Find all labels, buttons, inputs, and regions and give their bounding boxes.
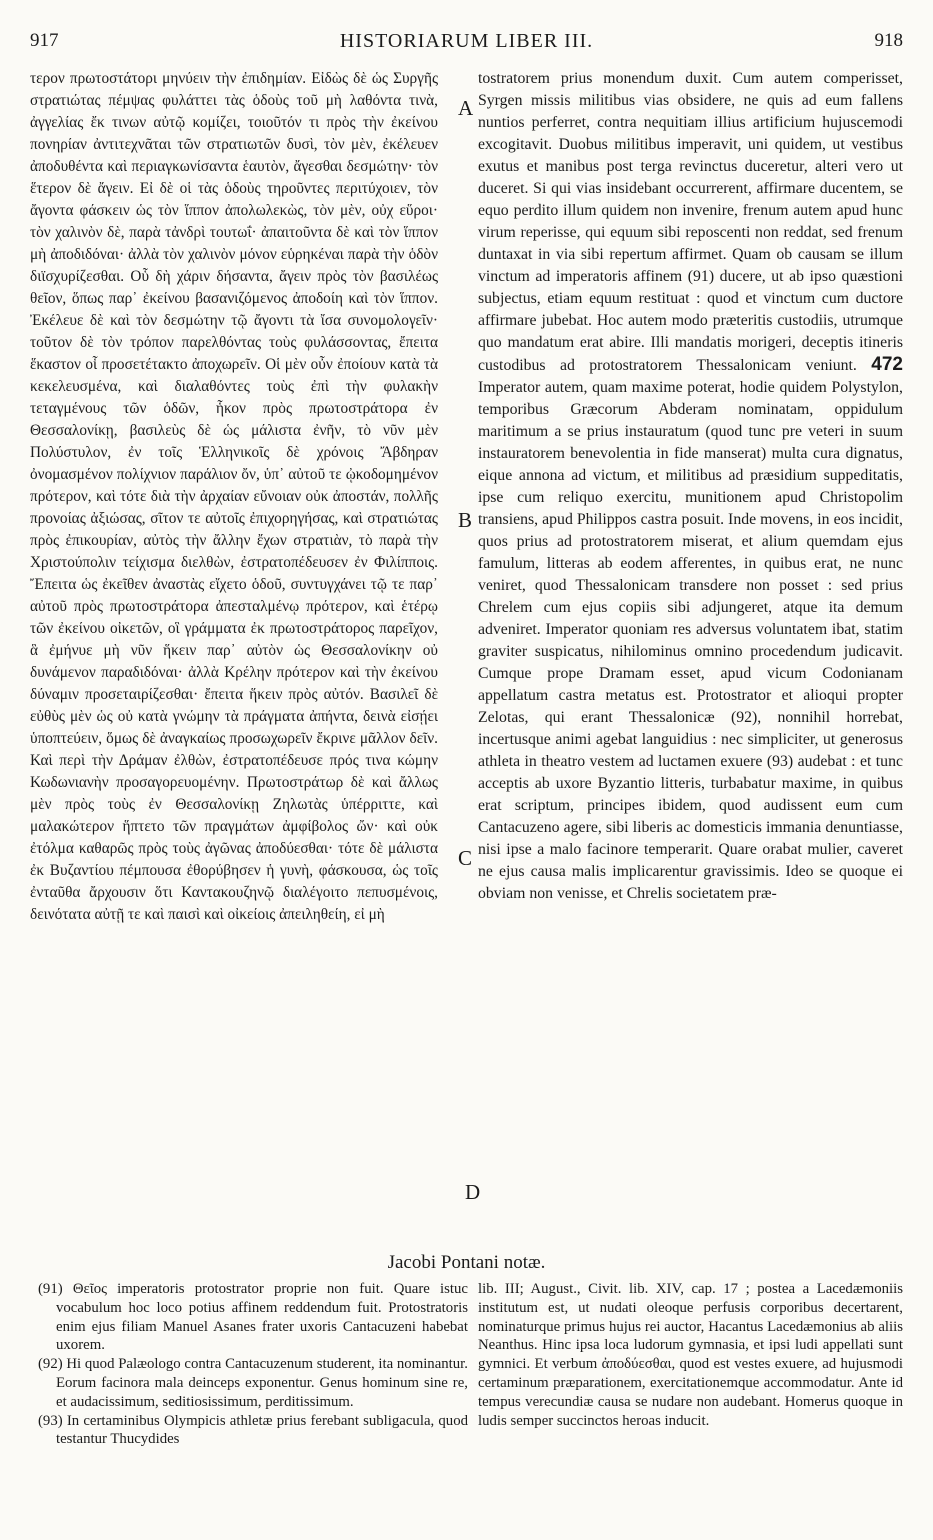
running-title: HISTORIARUM LIBER III. — [339, 30, 594, 52]
greek-text: τερον πρωτοστάτορι μηνύειν τὴν ἐπιδημίαν. Εἰδὼς δὲ ὡς Συργῆς στρατιώτας πέμψας φυλάττει τὰς ὁδοὺς τοῦ μὴ λαθόντα τινὰ, ἀγγελίας ἔκ τινων αὐτῷ κομίζει, τοιοῦτόν τι πρὸς τὴν ἐκείνου πονηρίαν ἀντιτεχνᾶται τῶν στρατιωτῶν δυσὶ, τὸν μὲν, ἐκέλευεν ἀποδυθέντα καὶ περιαγκωνίσαντα ἑαυτὸν, ἄγεσθαι δεσμώτην· τὸν ἕτερον δὲ ἄγειν. Εἰ δὲ οἱ τὰς ὁδοὺς τηροῦντες περιτύχοιεν, τὸν ἄγοντα φάσκειν ὡς τὸν ἵππον ἀπολωλεκὼς, τὸν μὲν, οὐχ εὕροι· τὸν χαλινὸν δὲ, παρὰ τἀνδρὶ τουτωΐ· ἀπαιτοῦντα δὲ καὶ τὸν ἵππον μὴ ἀποδιδόναι· ἀλλὰ τὸν χαλινὸν μόνον εὑρηκέναι παρὰ τὴν ὁδὸν διϊσχυρίζεσθαι. Οὗ δὴ χάριν δήσαντα, ἄγειν πρὸς τὸν βασιλέως θεῖον, ὅπως παρ᾽ ἐκείνου βασανιζόμενος ἀποδοίη καὶ τὸν ἵππον. Ἐκέλευε δὲ καὶ τὸν δεσμώτην τῷ ἄγοντι τὰ ἴσα συνομολογεῖν· τοῦτον δὲ τὸν τρόπον παρελθόντας τοὺς φυλάσσοντας, ἔπειτα ἕκαστον οἷ προσετέτακτο ἀποχωρεῖν. Οἱ μὲν οὖν ἐποίουν κατὰ τὰ κεκελευσμένα, καὶ διαλαθόντες τοὺς ἐπὶ τὴν φυλακὴν τεταγμένους τῶν ὁδῶν, ἧκον πρὸς πρωτοστράτορα ἐν Θεσσαλονίκῃ, βασιλεὺς δὲ ὡς μάλιστα ἐνῆν, τὸ νῦν μὲν Πολύστυλον, ἐν τοῖς Ἑλληνικοῖς δὲ χρόνοις Ἄβδηραν ὀνομασμένον πολίχνιον παράλιον ὄν, ὑπ᾽ αὐτοῦ τε ᾠκοδομημένον πρότερον, καὶ τότε διὰ τὴν ἀρχαίαν εὔνοιαν οὐκ ἀποστάν, πολλῆς προνοίας ἀξιώσας, σῖτον τε αὐτοῖς ἐπιχορηγήσας, καὶ στρατιώτας πρὸς ἐπικουρίαν, αὐτὸς τὴν ἄλλην ἔχων στρατιὰν, τὸ παρὰ τὴν Χριστούπολιν τείχισμα διελθὼν, ἐστρατοπέδευσεν ἐν Φιλίπποις. Ἔπειτα ὡς ἐκεῖθεν ἀναστὰς εἴχετο ὁδοῦ, συντυγχάνει τῷ τε παρ᾽ αὐτοῦ πρὸς πρωτοστράτορα ἀπεσταλμένῳ πρότερον, καὶ ἑτέρῳ τῶν ἐκείνου οἰκετῶν, οἳ γράμματα ἐκ πρωτοστράτορος παρεῖχον, ἃ ἐμήνυε μὴ νῦν ἥκειν παρ᾽ αὐτὸν ὡς Θεσσαλονίκην οὐ δυνάμενον παραδιδόναι· ἀλλὰ Κρέλην πρότερον καὶ τὴν ἐκείνου δύναμιν προσεταιρίζεσθαι· ἔπειτα ἥκειν πρὸς αὐτόν. Βασιλεῖ δὲ εὐθὺς μὲν ὡς οὐ κατὰ γνώμην τὰ πράγματα ἀπήντα, δεινὰ εἰσῄει ὑποπτεύειν, ὅμως δὲ ἀναγκαίως προσωχωρεῖν ἔκρινε μᾶλλον δεῖν. Καὶ περὶ τὴν Δράμαν ἐλθὼν, ἐστρατοπέδευσε πρός τινα κώμην Κωδωνιανὴν προσαγορευομένην. Πρωτοστράτωρ δὲ καὶ ἄλλως μὲν πρὸς τοὺς ἐν Θεσσαλονίκῃ Ζηλωτὰς ὑπέρριττε, καὶ μαλακώτερον ἥπτετο τῶν πραγμάτων ἀμφίβολος ὤν· καὶ οὐκ ἐτόλμα καθαρῶς πρὸς τοὺς ἀγῶνας ἀποδύεσθαι· τότε δὲ μάλιστα ἐκ Βυζαντίου πέμπουσα ἐθορύβησεν ἡ γυνὴ, φάσκουσα, ὡς τοῖς ἐνταῦθα ἄρχουσιν ὅτι Καντακουζηνῷ διαλέγοιτο πεπυσμένοις, δεινότατα αὐτῇ τε καὶ παισὶ καὶ οἰκείοις ἀπειληθείη, εἰ μὴ — [30, 70, 438, 923]
footnote-93-continued: lib. III; August., Civit. lib. XIV, cap. 17 ; postea a Lacedæmoniis institutum est, ut nudati oleoque perfusis corporibus decertarent, nominaturque primus hujus rei auctor, Hacantus Lacedæmonius ab aliis Neanthus. Hinc ipsa loca ludorum gymnasia, et ipsi ludi appellati sunt gymnici. Et verbum ἀποδύεσθαι, quod est vestes exuere, ad hujusmodi certaminum præparationem, exercitationemque accommodatur. Ante id tempus verecundiæ causa se nudare non audebant. Homerus quoque in ludis semper succinctos heroas inducit. — [478, 1281, 903, 1429]
margin-marker-c: C — [458, 846, 473, 870]
greek-column — [30, 68, 438, 926]
page-number-right: 918 — [874, 30, 903, 51]
margin-marker-a: A — [458, 96, 474, 120]
margin-marker-b: B — [458, 508, 473, 532]
page-number-left: 917 — [30, 30, 59, 51]
notes-title: Jacobi Pontani notæ. — [387, 1252, 546, 1273]
running-header — [30, 30, 903, 56]
latin-text-part-1: tostratorem prius monendum duxit. Cum autem comperisset, Syrgen missis militibus vias obsidere, ne quis ad eum fallens nuntios perferret, contra nequitiam illius artificium hujuscemodi excogitavit. Duobus militibus imperavit, uni quidem, ut vestibus exutus et manibus post terga revinctus duceretur, alteri vero ut duceret. Si qui vias insidebant occurrerent, affirmare ducentem, se equo perdito illum quidem non invenire, frenum autem apud hunc virum reperisse, qui equum sibi reposcenti non reddat, sed frenum duntaxat in via sibi repertum affirmet. Quam ob causam se illum vinctum ad imperatoris affinem (91) ducere, ut ab ipso quæstioni subjectus, etiam equum restituat : quod et vinctum cum ductore affirmare jubebat. Hoc autem modo præteritis custodiis, utrumque quo mandatum erat abire. Illi mandatis morigeri, deceptis itineris custodibus ad protostratorem Thessalonicam veniunt. — [478, 70, 903, 374]
edition-page-number: 472 — [871, 354, 903, 375]
margin-marker-d: D — [465, 1180, 481, 1204]
latin-column — [478, 68, 903, 905]
footnote-92: (92) Hi quod Palæologo contra Cantacuzenum studerent, ita nominantur. Eorum facinora mala deinceps exponentur. Genus hominum sine re, et audacissimum, seditiosissimum, perditissimum. — [38, 1356, 468, 1410]
footnotes-left-column — [38, 1280, 468, 1449]
footnote-93: (93) In certaminibus Olympicis athletæ prius ferebant subligacula, quod testantur Thucydides — [38, 1412, 468, 1448]
footnotes — [38, 1280, 903, 1520]
footnote-91: (91) Θεῖος imperatoris protostrator proprie non fuit. Quare istuc vocabulum hoc loco potius affinem reddendum fuit. Protostratoris enim ejus filiam Manuel Asanes frater uxoris Cantacuzeni habebat uxorem. — [38, 1281, 468, 1354]
latin-text-part-2: Imperator autem, quam maxime poterat, hodie quidem Polystylon, temporibus Græcorum Abderam nominatam, oppidulum maritimum a se prius instauratum (quod tunc pre veteri in suum instauratorem benevolentia in fide manserat) multa cura dignatus, eique annona ad victum, et militibus ad præsidium suppeditatis, ipse cum reliquo exercitu, munitionem apud Christopolim transiens, apud Philippos castra posuit. Inde movens, in eos incidit, quos prius ad protostratorem miserat, et alium quemdam ejus famulum, litteras ab eodem afferentes, in quibus erat, ne nunc veniret, quod Thessalonicam transdere non posset : sed prius Chrelem cum ejus copiis sibi adjungeret, atque ita demum adveniret. Imperator quoniam res adversus voluntatem ibat, statim graviter suspicatus, nihilominus omnino procedendum judicavit. Cumque prope Dramam esset, apud vicum Codonianam appellatum castra metatus est. Protostrator et alioqui propter Zelotas, qui erant Thessalonicæ (92), nonnihil horrebat, incertusque animi agebat languidius : nec simpliciter, ut generosus athleta in theatro vestem ad luctamen exuere (93) audebat : et tunc acceptis ab uxore Byzantio litteris, turbabatur maxime, in quibus erat scriptum, principes ibidem, quod audissent eum cum Cantacuzeno agere, sibi liberis ac domesticis immania denuntiasse, nisi ipse a malo facinore temperarit. Quare orabat mulier, caveret ne ejus causa malis implicarentur gravissimis. Ideo se quoque ei obviam non venisse, et Chrelis societatem præ- — [478, 379, 903, 902]
text-columns — [30, 68, 903, 1278]
footnotes-right-column — [478, 1280, 903, 1430]
latin-text — [478, 68, 903, 905]
